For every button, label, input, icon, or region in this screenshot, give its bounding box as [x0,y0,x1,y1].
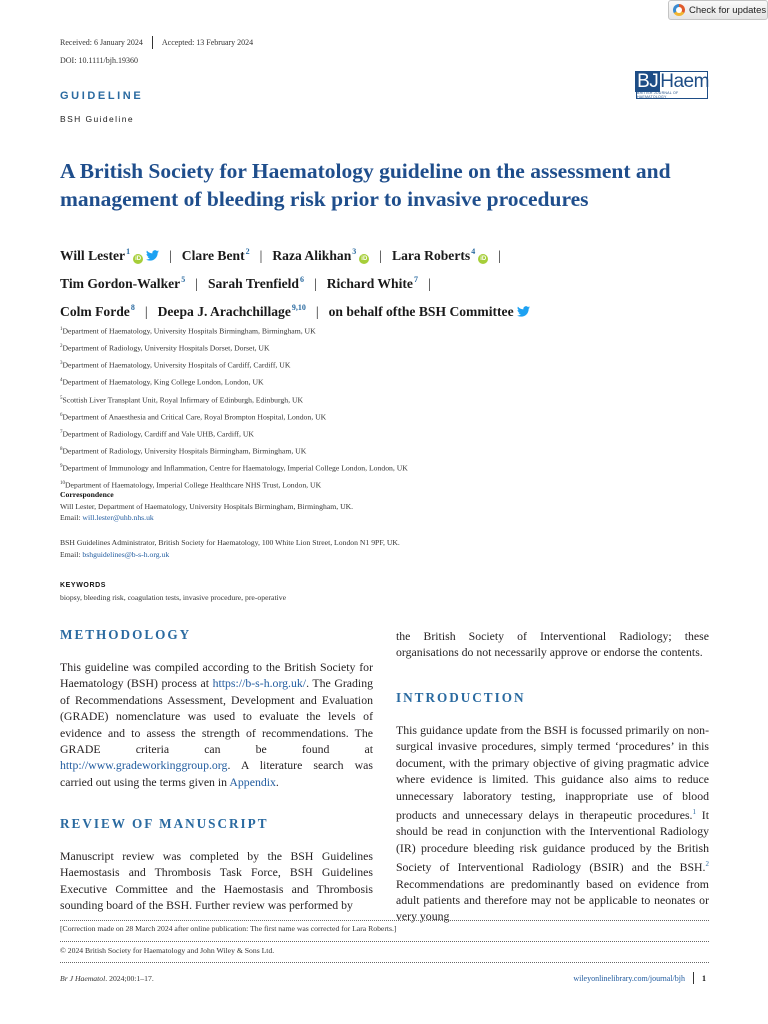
methodology-heading: METHODOLOGY [60,627,192,642]
affiliation: $^9$Department of Immunology and Inflammation, Centre for Haematology, Imperial College London, London, UK [60,463,408,473]
affiliation: $^7$Department of Radiology, Cardiff and Vale UHB, Cardiff, UK [60,429,254,439]
article-series: BSH Guideline [60,114,134,124]
author[interactable]: Raza Alikhan$^3$ [272,247,357,263]
author[interactable]: Deepa J. Arachchillage$^{9,10}$ [157,303,306,319]
affiliation: $^1$Department of Haematology, University Hospitals Birmingham, Birmingham, UK [60,326,316,336]
affiliation: $^2$Department of Radiology, University Hospitals Dorset, Dorset, UK [60,343,270,353]
correspondence [60,489,720,524]
twitter-icon[interactable] [146,250,159,261]
introduction-text: This guidance update from the BSH is focussed primarily on non-surgical invasive procedures, simply termed ‘procedures’ in this document, with the primary objective of giving pragmatic advice where evidence is limited. This guidance also aims to reduce unnecessary laboratory testing, inappropriate use of blood products and unnecessary delays in therapeutic procedures.$^1$ It should be read in conjunction with the Interventional Radiology (IR) procedure bleeding risk guidance produced by the British Society of Interventional Radiology (BSIR) and the BSH.$^2$ Recommendations are predominantly based on evidence from adult patients and therefore may not be applicable to neonates or very young [396,723,710,924]
review-heading: REVIEW OF MANUSCRIPT [60,816,269,831]
correspondence-admin [60,537,720,560]
appendix-link[interactable]: Appendix [229,774,276,789]
review-text: Manuscript review was completed by the BSH Guidelines Haemostasis and Thrombosis Task Force, BSH Guidelines Executive Committee and the Haemostasis and Thrombosis sounding board of the BSH. Further review was performed by [60,849,373,913]
received-date: Received: 6 January 2024 [60,38,143,47]
divider [152,36,153,49]
email-link[interactable]: bshguidelines@b-s-h.org.uk [82,549,170,559]
affiliation: $^3$Department of Haematology, University Hospitals of Cardiff, Cardiff, UK [60,360,291,370]
journal-logo [636,71,708,99]
correspondence-heading: Correspondence [60,490,114,499]
logo-haem: Haem [660,70,709,92]
divider [60,941,709,942]
author[interactable]: Sarah Trenfield$^6$ [207,275,304,291]
citation-ref[interactable]: 1 [692,808,696,817]
keywords-heading: KEYWORDS [60,582,107,589]
author[interactable]: Lara Roberts$^4$ [392,247,476,263]
divider [693,972,694,984]
divider [60,920,709,921]
author[interactable]: Clare Bent$^2$ [181,247,250,263]
email-label: Email: [60,513,83,522]
copyright: © 2024 British Society for Haematology and John Wiley & Sons Ltd. [60,946,275,955]
accepted-date: Accepted: 13 February 2024 [161,38,254,47]
correspondence-line: BSH Guidelines Administrator, British Society for Haematology, 100 White Lion Street, London N1 9PF, UK. [60,538,400,547]
keywords [60,580,286,603]
page-title: A British Society for Haematology guideline on the assessment and management of bleeding risk prior to invasive procedures [60,159,671,211]
crossmark-icon [673,4,685,16]
affiliation: $^4$Department of Haematology, King College London, London, UK [60,378,264,388]
orcid-icon[interactable]: iD [480,256,487,262]
article-dates [60,38,253,49]
affiliation: $^{10}$Department of Haematology, Imperial College Healthcare NHS Trust, London, UK [60,480,322,490]
affiliation: $^6$Department of Anaesthesia and Critical Care, Royal Brompton Hospital, London, UK [60,412,327,422]
affiliation: $^8$Department of Radiology, University Hospitals Birmingham, Birmingham, UK [60,446,307,456]
author[interactable]: Colm Forde$^8$ [60,303,135,319]
check-for-updates-label: Check for updates [689,4,767,16]
introduction-heading: INTRODUCTION [396,690,526,705]
grade-link[interactable]: http://www.gradeworkinggroup.org [60,758,228,773]
journal-url-link[interactable]: wileyonlinelibrary.com/journal/bjh [573,973,685,983]
check-for-updates-button[interactable] [668,0,768,20]
page-number: 1 [702,973,706,983]
email-label: Email: [60,549,83,559]
methodology-text: This guideline was compiled according to the British Society for Haematology (BSH) process at https://b-s-h.org.uk/. The Grading of Recommendations Assessment, Development and Evaluation (GRADE) nomenclature was used to evaluate the levels of evidence and to assess the strength of recommendations. The GRADE criteria can be found at http://www.gradeworkinggroup.org. A literature search was carried out using the terms given in Appendix. [60,660,373,789]
bsh-link[interactable]: https://b-s-h.org.uk/ [212,676,307,691]
footer-right [573,972,706,984]
author-group[interactable]: on behalf ofthe BSH Committee [328,304,514,319]
affiliation: $^5$Scottish Liver Transplant Unit, Royal Infirmary of Edinburgh, Edinburgh, UK [60,395,304,405]
logo-bj: BJ [637,70,659,92]
author[interactable]: Richard White$^7$ [326,275,418,291]
twitter-icon[interactable] [517,306,530,317]
footer-citation: Br J Haematol. 2024;00:1–17. [60,974,154,983]
orcid-icon[interactable]: iD [361,256,368,262]
author[interactable]: Tim Gordon-Walker$^5$ [60,275,186,291]
article-type: GUIDELINE [60,90,144,102]
orcid-icon[interactable]: iD [135,256,142,262]
correction-note: [Correction made on 28 March 2024 after online publication: The first name was corrected for Lara Roberts.] [60,924,397,933]
logo-subtitle: BRITISH JOURNAL OF HAEMATOLOGY [637,90,679,99]
divider [60,962,709,963]
author[interactable]: Will Lester$^1$ [60,247,131,263]
affiliations [60,322,720,494]
continuation-text: the British Society of Interventional Radiology; these organisations do not necessarily approve or endorse the contents. [396,629,709,660]
author-list: Will Lester$^1$iD | Clare Bent$^2$ | Raza Alikhan$^3$iD | Lara Roberts$^4$iD | Tim Gordon-Walker$^5$ | Sarah Trenfield$^6$ | Richard White$^7$ | Colm Forde$^8$ | Deepa J. Arachchillage$^{9,10}$ | on behalf ofthe BSH Committee [60,240,720,324]
correspondence-line: Will Lester, Department of Haematology, University Hospitals Birmingham, Birmingham, UK. [60,501,354,511]
citation-ref[interactable]: 2 [705,860,709,869]
keywords-text: biopsy, bleeding risk, coagulation tests, invasive procedure, pre-operative [60,592,286,602]
doi: DOI: 10.1111/bjh.19360 [60,56,138,65]
email-link[interactable]: will.lester@uhb.nhs.uk [82,513,154,522]
